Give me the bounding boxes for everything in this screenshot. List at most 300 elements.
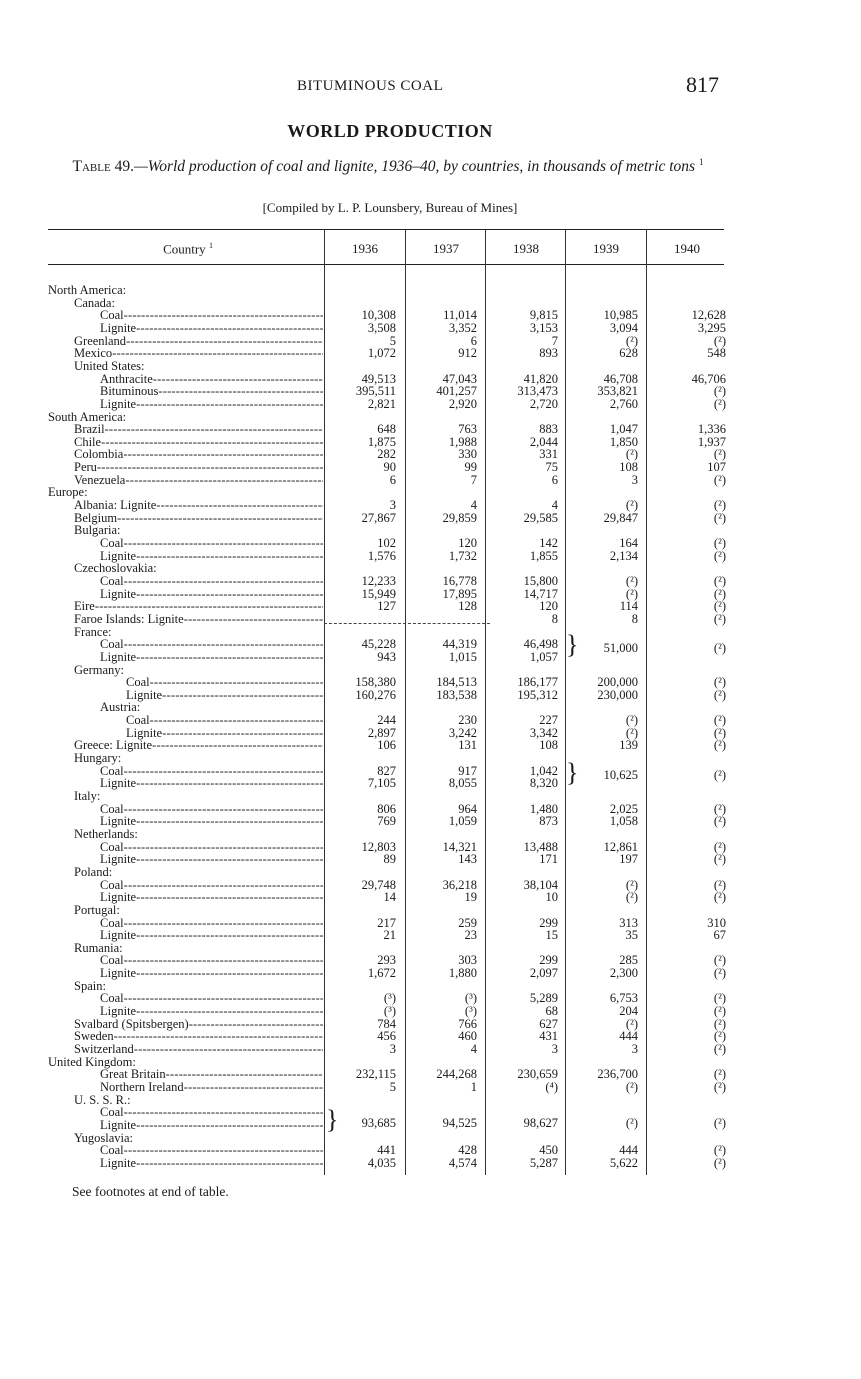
cell-value: (³) bbox=[464, 991, 477, 1006]
cell-value: (²) bbox=[713, 333, 726, 348]
cell-value: 4,574 bbox=[448, 1155, 477, 1170]
cell-value: 769 bbox=[377, 814, 396, 829]
cell-value: 2,897 bbox=[367, 725, 396, 740]
row-label: Hungary: bbox=[74, 752, 122, 766]
cell-value: 4,035 bbox=[367, 1155, 396, 1170]
cell-value: 108 bbox=[619, 460, 638, 475]
cell-value: 353,821 bbox=[597, 384, 638, 399]
ussr-1939-value: (²) bbox=[625, 1116, 638, 1130]
cell-value: (²) bbox=[625, 1079, 638, 1094]
row-label: Coal ----- bbox=[48, 841, 323, 854]
cell-value: 3,153 bbox=[529, 320, 558, 335]
cell-value: 330 bbox=[458, 447, 477, 462]
cell-value: 303 bbox=[458, 953, 477, 968]
year-header-1939: 1939 bbox=[593, 241, 619, 256]
row-label: Lignite ----- bbox=[48, 853, 323, 866]
table-row bbox=[48, 1094, 724, 1107]
ussr-brace: } bbox=[326, 1105, 339, 1134]
cell-value: 456 bbox=[377, 1029, 396, 1044]
table-row bbox=[48, 486, 724, 499]
cell-value: (²) bbox=[713, 675, 726, 690]
row-label: Bituminous ----- bbox=[48, 385, 323, 398]
cell-value: 1,880 bbox=[448, 966, 477, 981]
row-label: Rumania: bbox=[74, 941, 123, 955]
cell-value: 36,218 bbox=[442, 877, 477, 892]
cell-value: 293 bbox=[377, 953, 396, 968]
cell-value: 204 bbox=[619, 1004, 638, 1019]
cell-value: 23 bbox=[464, 928, 477, 943]
cell-value: 21 bbox=[383, 928, 396, 943]
cell-value: 395,511 bbox=[355, 384, 396, 399]
cell-value: (²) bbox=[713, 536, 726, 550]
cell-value: (²) bbox=[713, 1079, 726, 1094]
cell-value: 3,094 bbox=[609, 320, 638, 335]
cell-value: 17,895 bbox=[442, 586, 477, 601]
row-label: Netherlands: bbox=[74, 827, 138, 841]
cell-value: (²) bbox=[713, 548, 726, 563]
cell-value: (²) bbox=[713, 573, 726, 588]
row-label: Coal ----- bbox=[48, 954, 323, 967]
cell-value: 29,585 bbox=[523, 510, 558, 525]
cell-value: 2,097 bbox=[529, 966, 558, 981]
row-label: Lignite ----- bbox=[48, 815, 323, 828]
dashed-separator bbox=[324, 623, 490, 624]
row-label: Eire ----- bbox=[48, 600, 323, 613]
cell-value: 2,760 bbox=[609, 396, 638, 411]
row-label: Coal ----- bbox=[48, 992, 323, 1005]
table-row bbox=[48, 398, 724, 411]
cell-value: (³) bbox=[383, 1004, 396, 1019]
cell-value: (²) bbox=[625, 573, 638, 588]
cell-value: 230,000 bbox=[597, 687, 638, 702]
row-label: Spain: bbox=[74, 979, 106, 993]
cell-value: (²) bbox=[713, 890, 726, 905]
cell-value: 7 bbox=[551, 333, 558, 348]
cell-value: (²) bbox=[713, 384, 726, 399]
row-label: Chile ----- bbox=[48, 436, 323, 449]
ussr-1937-value: 94,525 bbox=[442, 1116, 477, 1130]
table-caption-text: —World production of coal and lignite, 1936–40, by countries, in thousands of metric tons bbox=[133, 158, 696, 176]
cell-value: 227 bbox=[539, 713, 558, 728]
cell-value: 1,988 bbox=[448, 434, 477, 449]
cell-value: (²) bbox=[713, 599, 726, 614]
row-label: Lignite ----- bbox=[48, 398, 323, 411]
cell-value: 5 bbox=[389, 333, 396, 348]
cell-value: 139 bbox=[619, 738, 638, 753]
cell-value: 444 bbox=[619, 1143, 638, 1158]
cell-value: (²) bbox=[625, 890, 638, 905]
cell-value: 11,014 bbox=[443, 308, 477, 323]
cell-value: 3 bbox=[631, 1042, 638, 1056]
row-label: Coal ----- bbox=[48, 537, 323, 550]
cell-value: (²) bbox=[713, 877, 726, 892]
row-label: Peru ----- bbox=[48, 461, 323, 474]
cell-value: 3,352 bbox=[448, 320, 477, 335]
table-header-rule bbox=[48, 264, 724, 265]
cell-value: 299 bbox=[539, 915, 558, 930]
row-label: Lignite ----- bbox=[48, 322, 323, 335]
table-row bbox=[48, 929, 724, 942]
cell-value: 8,320 bbox=[529, 776, 558, 791]
hungary-merged-row bbox=[48, 769, 724, 782]
hungary-1939-value: 10,625 bbox=[603, 768, 638, 782]
cell-value: 183,538 bbox=[436, 687, 477, 702]
cell-value: 285 bbox=[619, 953, 638, 968]
cell-value: 29,847 bbox=[603, 510, 638, 525]
row-label: Coal ----- bbox=[48, 1106, 323, 1119]
country-column-header bbox=[108, 241, 268, 257]
ussr-1940-value: (²) bbox=[713, 1116, 726, 1130]
cell-value: 6 bbox=[389, 472, 396, 487]
cell-value: 244,268 bbox=[436, 1067, 477, 1082]
cell-value: 460 bbox=[458, 1029, 477, 1044]
cell-value: 1,732 bbox=[448, 548, 477, 563]
cell-value: 200,000 bbox=[597, 675, 638, 690]
cell-value: 401,257 bbox=[436, 384, 477, 399]
country-header-text: Country bbox=[163, 241, 206, 257]
cell-value: 313,473 bbox=[517, 384, 558, 399]
table-row bbox=[48, 739, 724, 752]
row-label: Bulgaria: bbox=[74, 524, 121, 538]
row-label: United Kingdom: bbox=[48, 1055, 136, 1069]
row-label: Greenland ----- bbox=[48, 335, 323, 348]
cell-value: 5,622 bbox=[609, 1155, 638, 1170]
row-label: Germany: bbox=[74, 663, 124, 677]
cell-value: 9,815 bbox=[529, 308, 558, 323]
cell-value: 75 bbox=[545, 460, 558, 475]
row-label: Coal ----- bbox=[48, 765, 323, 778]
cell-value: 143 bbox=[458, 852, 477, 867]
cell-value: (²) bbox=[713, 713, 726, 728]
cell-value: 108 bbox=[539, 738, 558, 753]
cell-value: 1,850 bbox=[609, 434, 638, 449]
cell-value: 68 bbox=[545, 1004, 558, 1019]
cell-value: 6 bbox=[470, 333, 477, 348]
cell-value: (²) bbox=[713, 1143, 726, 1158]
table-row bbox=[48, 600, 724, 613]
cell-value: 2,025 bbox=[609, 801, 638, 816]
hungary-1940-value: (²) bbox=[713, 768, 726, 782]
cell-value: 893 bbox=[539, 346, 558, 361]
cell-value: 46,708 bbox=[603, 371, 638, 386]
table-row bbox=[48, 828, 724, 841]
cell-value: 282 bbox=[377, 447, 396, 462]
cell-value: 3,295 bbox=[697, 320, 726, 335]
cell-value: 171 bbox=[539, 852, 558, 867]
table-row bbox=[48, 322, 724, 335]
cell-value: 15,949 bbox=[361, 586, 396, 601]
cell-value: 3,242 bbox=[448, 725, 477, 740]
table-row bbox=[48, 853, 724, 866]
cell-value: 1,058 bbox=[609, 814, 638, 829]
cell-value: (²) bbox=[625, 498, 638, 513]
cell-value: 2,134 bbox=[609, 548, 638, 563]
cell-value: 806 bbox=[377, 801, 396, 816]
row-label: Austria: bbox=[100, 701, 141, 715]
cell-value: 1,072 bbox=[367, 346, 396, 361]
row-label: Northern Ireland ----- bbox=[48, 1081, 323, 1094]
cell-value: (²) bbox=[625, 713, 638, 728]
cell-value: (²) bbox=[713, 852, 726, 867]
table-row bbox=[48, 1043, 724, 1056]
cell-value: 230 bbox=[458, 713, 477, 728]
cell-value: 160,276 bbox=[355, 687, 396, 702]
row-label: Albania: Lignite ----- bbox=[48, 499, 323, 512]
row-label: Coal ----- bbox=[48, 917, 323, 930]
row-label: Canada: bbox=[74, 296, 115, 310]
table-row bbox=[48, 689, 724, 702]
france-merged-row bbox=[48, 642, 724, 655]
row-label: Lignite ----- bbox=[48, 891, 323, 904]
table-row bbox=[48, 575, 724, 588]
cell-value: 917 bbox=[458, 763, 477, 778]
cell-value: (²) bbox=[713, 1042, 726, 1056]
cell-value: (²) bbox=[713, 953, 726, 968]
row-label: Lignite ----- bbox=[48, 967, 323, 980]
cell-value: 627 bbox=[539, 1016, 558, 1031]
cell-value: (²) bbox=[713, 447, 726, 462]
cell-value: (²) bbox=[713, 966, 726, 981]
table-row bbox=[48, 347, 724, 360]
cell-value: 15,800 bbox=[523, 573, 558, 588]
cell-value: 38,104 bbox=[523, 877, 558, 892]
table-row bbox=[48, 284, 724, 297]
cell-value: 1,015 bbox=[448, 649, 477, 664]
france-1940-value: (²) bbox=[713, 641, 726, 655]
cell-value: (²) bbox=[625, 447, 638, 462]
cell-value: 12,233 bbox=[361, 573, 396, 588]
cell-value: 3,342 bbox=[529, 725, 558, 740]
cell-value: (²) bbox=[713, 814, 726, 829]
cell-value: 102 bbox=[377, 536, 396, 550]
cell-value: 46,706 bbox=[691, 371, 726, 386]
cell-value: 44,319 bbox=[442, 637, 477, 652]
row-label: Venezuela ----- bbox=[48, 474, 323, 487]
cell-value: 2,720 bbox=[529, 396, 558, 411]
row-label: Lignite ----- bbox=[48, 1119, 323, 1132]
cell-value: (²) bbox=[713, 472, 726, 487]
cell-value: 3,508 bbox=[367, 320, 396, 335]
cell-value: 14 bbox=[383, 890, 396, 905]
cell-value: 1,672 bbox=[367, 966, 396, 981]
table-row bbox=[48, 474, 724, 487]
cell-value: (²) bbox=[713, 1016, 726, 1031]
row-label: Faroe Islands: Lignite ----- bbox=[48, 613, 323, 626]
row-label: Coal ----- bbox=[48, 714, 323, 727]
table-row bbox=[48, 512, 724, 525]
cell-value: 1 bbox=[470, 1079, 477, 1094]
cell-value: 2,300 bbox=[609, 966, 638, 981]
cell-value: 107 bbox=[707, 460, 726, 475]
cell-value: 90 bbox=[383, 460, 396, 475]
cell-value: 873 bbox=[539, 814, 558, 829]
cell-value: 1,875 bbox=[367, 434, 396, 449]
row-label: Portugal: bbox=[74, 903, 120, 917]
cell-value: (²) bbox=[713, 396, 726, 411]
cell-value: 2,920 bbox=[448, 396, 477, 411]
table-row bbox=[48, 550, 724, 563]
cell-value: 1,576 bbox=[367, 548, 396, 563]
cell-value: (²) bbox=[713, 687, 726, 702]
cell-value: 6 bbox=[551, 472, 558, 487]
cell-value: (²) bbox=[713, 510, 726, 525]
row-label: Poland: bbox=[74, 865, 113, 879]
ussr-merged-row bbox=[48, 1117, 724, 1130]
cell-value: (²) bbox=[625, 877, 638, 892]
cell-value: 217 bbox=[377, 915, 396, 930]
hungary-brace: } bbox=[566, 758, 579, 787]
cell-value: (²) bbox=[713, 1029, 726, 1044]
cell-value: 331 bbox=[539, 447, 558, 462]
cell-value: (³) bbox=[383, 991, 396, 1006]
table-row bbox=[48, 866, 724, 879]
cell-value: 5 bbox=[389, 1079, 396, 1094]
cell-value: 13,488 bbox=[523, 839, 558, 854]
cell-value: 1,047 bbox=[609, 422, 638, 437]
year-header-1937: 1937 bbox=[433, 241, 459, 256]
cell-value: (²) bbox=[713, 738, 726, 753]
cell-value: 548 bbox=[707, 346, 726, 361]
row-label: Coal ----- bbox=[48, 309, 323, 322]
cell-value: (²) bbox=[713, 1004, 726, 1019]
row-label: Coal ----- bbox=[48, 879, 323, 892]
cell-value: 2,044 bbox=[529, 434, 558, 449]
cell-value: 8 bbox=[631, 611, 638, 626]
cell-value: (²) bbox=[625, 333, 638, 348]
cell-value: 230,659 bbox=[517, 1067, 558, 1082]
cell-value: 3 bbox=[389, 498, 396, 513]
cell-value: (²) bbox=[625, 725, 638, 740]
cell-value: (³) bbox=[464, 1004, 477, 1019]
cell-value: 197 bbox=[619, 852, 638, 867]
row-label: Belgium ----- bbox=[48, 512, 323, 525]
cell-value: 120 bbox=[458, 536, 477, 550]
cell-value: 5,289 bbox=[529, 991, 558, 1006]
row-label: Coal ----- bbox=[48, 638, 323, 651]
row-label: Anthracite ----- bbox=[48, 373, 323, 386]
cell-value: 428 bbox=[458, 1143, 477, 1158]
cell-value: (²) bbox=[713, 839, 726, 854]
cell-value: 8 bbox=[551, 611, 558, 626]
table-row bbox=[48, 461, 724, 474]
cell-value: 299 bbox=[539, 953, 558, 968]
cell-value: 29,859 bbox=[442, 510, 477, 525]
row-label: Italy: bbox=[74, 790, 101, 803]
cell-value: 14,321 bbox=[442, 839, 477, 854]
cell-value: (²) bbox=[713, 1155, 726, 1170]
france-brace: } bbox=[566, 630, 579, 659]
cell-value: 19 bbox=[464, 890, 477, 905]
cell-value: 5,287 bbox=[529, 1155, 558, 1170]
cell-value: 4 bbox=[551, 498, 558, 513]
row-label: Mexico ----- bbox=[48, 347, 323, 360]
cell-value: 2,821 bbox=[367, 396, 396, 411]
cell-value: (²) bbox=[713, 991, 726, 1006]
cell-value: 114 bbox=[619, 599, 638, 614]
cell-value: 943 bbox=[377, 649, 396, 664]
cell-value: 6,753 bbox=[609, 991, 638, 1006]
table-caption bbox=[48, 153, 728, 176]
cell-value: (²) bbox=[713, 1067, 726, 1082]
row-label: Lignite ----- bbox=[48, 550, 323, 563]
cell-value: 106 bbox=[377, 738, 396, 753]
cell-value: 1,059 bbox=[448, 814, 477, 829]
row-label: Coal ----- bbox=[48, 575, 323, 588]
row-label: Colombia ----- bbox=[48, 448, 323, 461]
page-number: 817 bbox=[686, 72, 719, 97]
year-header-1938: 1938 bbox=[513, 241, 539, 256]
country-header-mark: 1 bbox=[208, 241, 213, 250]
cell-value: 10,308 bbox=[361, 308, 396, 323]
cell-value: 3 bbox=[631, 472, 638, 487]
france-1939-value: 51,000 bbox=[603, 641, 638, 655]
cell-value: (²) bbox=[625, 1016, 638, 1031]
cell-value: 3 bbox=[551, 1042, 558, 1056]
cell-value: 441 bbox=[377, 1143, 396, 1158]
cell-value: 12,803 bbox=[361, 839, 396, 854]
row-label: Lignite ----- bbox=[48, 651, 323, 664]
cell-value: 4 bbox=[470, 498, 477, 513]
row-label: Czechoslovakia: bbox=[74, 562, 157, 576]
cell-value: 184,513 bbox=[436, 675, 477, 690]
cell-value: 3 bbox=[389, 1042, 396, 1056]
row-label: Lignite ----- bbox=[48, 588, 323, 601]
cell-value: (²) bbox=[713, 611, 726, 626]
cell-value: 29,748 bbox=[361, 877, 396, 892]
cell-value: 628 bbox=[619, 346, 638, 361]
cell-value: (⁴) bbox=[545, 1079, 558, 1094]
row-label: North America: bbox=[48, 284, 127, 297]
cell-value: 186,177 bbox=[517, 675, 558, 690]
cell-value: 431 bbox=[539, 1029, 558, 1044]
table-row bbox=[48, 904, 724, 917]
cell-value: 236,700 bbox=[597, 1067, 638, 1082]
cell-value: 766 bbox=[458, 1016, 477, 1031]
cell-value: 10,985 bbox=[603, 308, 638, 323]
row-label: South America: bbox=[48, 410, 127, 424]
cell-value: 41,820 bbox=[523, 371, 558, 386]
row-label: Brazil ----- bbox=[48, 423, 323, 436]
cell-value: (²) bbox=[713, 586, 726, 601]
cell-value: 7,105 bbox=[367, 776, 396, 791]
table-row bbox=[48, 891, 724, 904]
table-top-rule bbox=[48, 229, 724, 230]
cell-value: 67 bbox=[713, 928, 726, 943]
row-label: Svalbard (Spitsbergen) ----- bbox=[48, 1018, 323, 1031]
cell-value: 158,380 bbox=[355, 675, 396, 690]
year-header-1936: 1936 bbox=[352, 241, 378, 256]
cell-value: 1,042 bbox=[529, 763, 558, 778]
cell-value: 142 bbox=[539, 536, 558, 550]
cell-value: 1,480 bbox=[529, 801, 558, 816]
caption-footnote-mark: 1 bbox=[698, 157, 704, 167]
table-row bbox=[48, 1081, 724, 1094]
cell-value: 128 bbox=[458, 599, 477, 614]
cell-value: 4 bbox=[470, 1042, 477, 1056]
cell-value: 313 bbox=[619, 915, 638, 930]
cell-value: 89 bbox=[383, 852, 396, 867]
row-label: Coal ----- bbox=[48, 803, 323, 816]
cell-value: 195,312 bbox=[517, 687, 558, 702]
row-label: Lignite ----- bbox=[48, 929, 323, 942]
cell-value: 883 bbox=[539, 422, 558, 437]
cell-value: 763 bbox=[458, 422, 477, 437]
cell-value: 131 bbox=[458, 738, 477, 753]
footnote-reference: See footnotes at end of table. bbox=[72, 1184, 229, 1199]
cell-value: 10 bbox=[545, 890, 558, 905]
cell-value: 827 bbox=[377, 763, 396, 778]
cell-value: 1,855 bbox=[529, 548, 558, 563]
